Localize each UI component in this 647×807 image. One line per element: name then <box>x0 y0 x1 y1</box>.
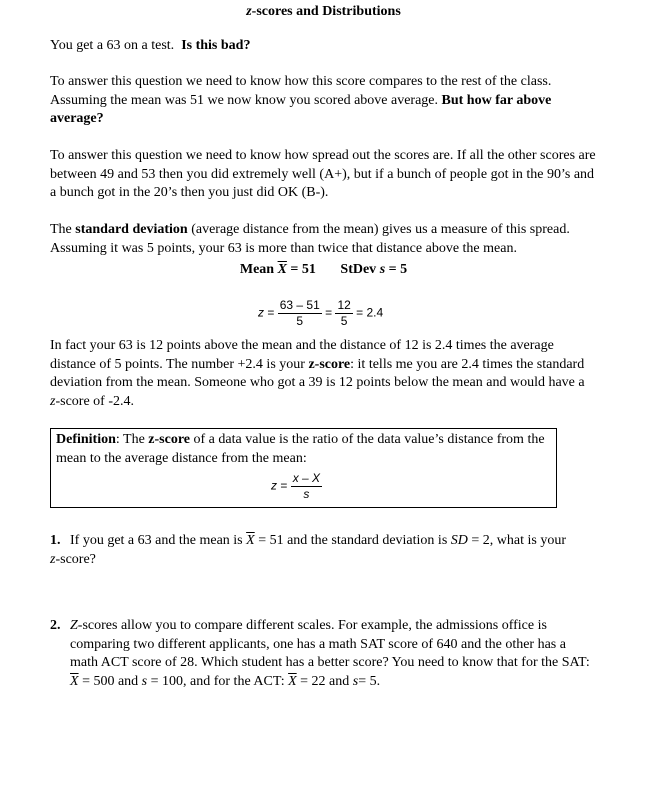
para4-text1: In fact your 63 is 12 points above the mean and the distance of 12 is 2.4 times the average distance of 5 points. The number +2.4 is your <box>50 338 554 372</box>
definition-z: z <box>271 478 277 493</box>
question-1-line2 <box>50 551 595 570</box>
q1-text2: = 51 and the standard deviation is <box>258 533 448 548</box>
definition-eq: = <box>280 478 288 493</box>
para1-text: To answer this question we need to know how this score compares to the rest of the class. Assuming the mean was 51 we now know you scored above average. <box>50 74 552 108</box>
sd-value: = 5 <box>388 262 408 277</box>
formula1-eq1: = <box>267 305 275 320</box>
formula1-eq2: = <box>325 305 333 320</box>
para1-bold: But how far above average? <box>50 92 552 126</box>
question-2 <box>50 617 595 691</box>
q2-s-act: s <box>352 673 359 689</box>
para4-z: z <box>50 393 56 409</box>
formula1-num1: 63 – 51 <box>279 298 320 312</box>
q2-text3: = 100, and for the ACT: <box>150 673 285 689</box>
formula1-den1: 5 <box>296 314 304 328</box>
q1-z: z <box>50 551 56 567</box>
z-score-formula <box>271 471 322 502</box>
intro-paragraph <box>50 37 610 56</box>
definition-den: s <box>303 487 310 501</box>
formula1-den2: 5 <box>340 314 348 328</box>
intro-text: You get a 63 on a test. <box>50 38 175 53</box>
q2-z: Z <box>70 618 78 633</box>
definition-box <box>50 428 557 508</box>
para4-text3: -score of -2.4. <box>55 393 134 409</box>
definition-text1: : The <box>115 432 145 447</box>
para3-lead: The <box>50 222 72 237</box>
q2-xbar-act: $\overline{X}$ <box>288 673 297 689</box>
intro-bold: Is this bad? <box>181 38 251 53</box>
mean-xbar: $\overline{X}$ <box>277 262 287 277</box>
paragraph-spread <box>50 147 598 203</box>
question-1 <box>50 532 595 569</box>
formula1-eq3: = 2.4 <box>356 305 384 320</box>
q1-text1: If you get a 63 and the mean is <box>70 533 243 548</box>
q1-xbar: $\overline{X}$ <box>246 533 255 548</box>
para3-bold: standard deviation <box>75 222 188 237</box>
fraction-12-over-5 <box>335 298 352 329</box>
q2-text2: = 500 and <box>82 673 139 689</box>
question-1-number: 1. <box>50 533 61 548</box>
formula1-z: z <box>258 305 264 320</box>
q2-text1: -scores allow you to compare different scales. For example, the admissions office is comparing two different applicants, one has a math SAT score of 640 and the other has a math ACT score of 28. Which student has a better score? You need to know that for the SAT: <box>70 618 590 670</box>
q1-text4: -score? <box>55 551 96 567</box>
q2-s-sat: s <box>141 673 148 689</box>
definition-text2: of a data value is the ratio of the data value’s distance from the mean to the average distance from the mean: <box>56 432 545 466</box>
q2-xbar-sat: $\overline{X}$ <box>70 673 79 689</box>
page-title <box>0 3 647 22</box>
q2-text5: = 5. <box>358 673 381 689</box>
stats-line <box>0 261 647 280</box>
z-score-computation <box>258 298 383 329</box>
title-z: z <box>246 4 252 19</box>
fraction-63-minus-51 <box>278 298 322 329</box>
definition-label: Definition <box>56 432 116 447</box>
q1-text3: = 2, what is your <box>471 533 566 548</box>
mean-value: = 51 <box>290 262 316 277</box>
question-1-body <box>70 532 595 551</box>
q1-sd: SD <box>450 533 468 548</box>
title-rest: -scores and Distributions <box>251 4 401 19</box>
question-2-number: 2. <box>50 618 61 633</box>
sd-symbol: s <box>379 262 386 277</box>
para4-bold: z-score <box>308 356 351 372</box>
definition-bold: z-score <box>148 432 191 447</box>
definition-fraction <box>291 471 322 502</box>
formula1-num2: 12 <box>337 298 351 312</box>
para2-text: To answer this question we need to know how spread out the scores are. If all the other scores are between 49 and 53 then you did extremely well (A+), but if a bunch of people got in the 90’s and a bunch got in the 20’s then you just did OK (B-). <box>50 148 596 200</box>
para4-text2: : it tells me you are 2.4 times the standard deviation from the mean. Someone who got a 39 is 12 points below the mean and would have a <box>50 356 585 390</box>
paragraph-z-score-explained <box>50 337 598 411</box>
paragraph-standard-deviation <box>50 221 580 258</box>
question-2-body <box>70 617 595 691</box>
definition-num: x – X <box>292 471 321 485</box>
para3-text: (average distance from the mean) gives us a measure of this spread. Assuming it was 5 points, your 63 is more than twice that distance above the mean. <box>50 222 570 256</box>
mean-label: Mean <box>239 262 275 277</box>
q2-text4: = 22 and <box>300 673 350 689</box>
paragraph-compare <box>50 73 580 129</box>
sd-label: StDev <box>340 262 377 277</box>
